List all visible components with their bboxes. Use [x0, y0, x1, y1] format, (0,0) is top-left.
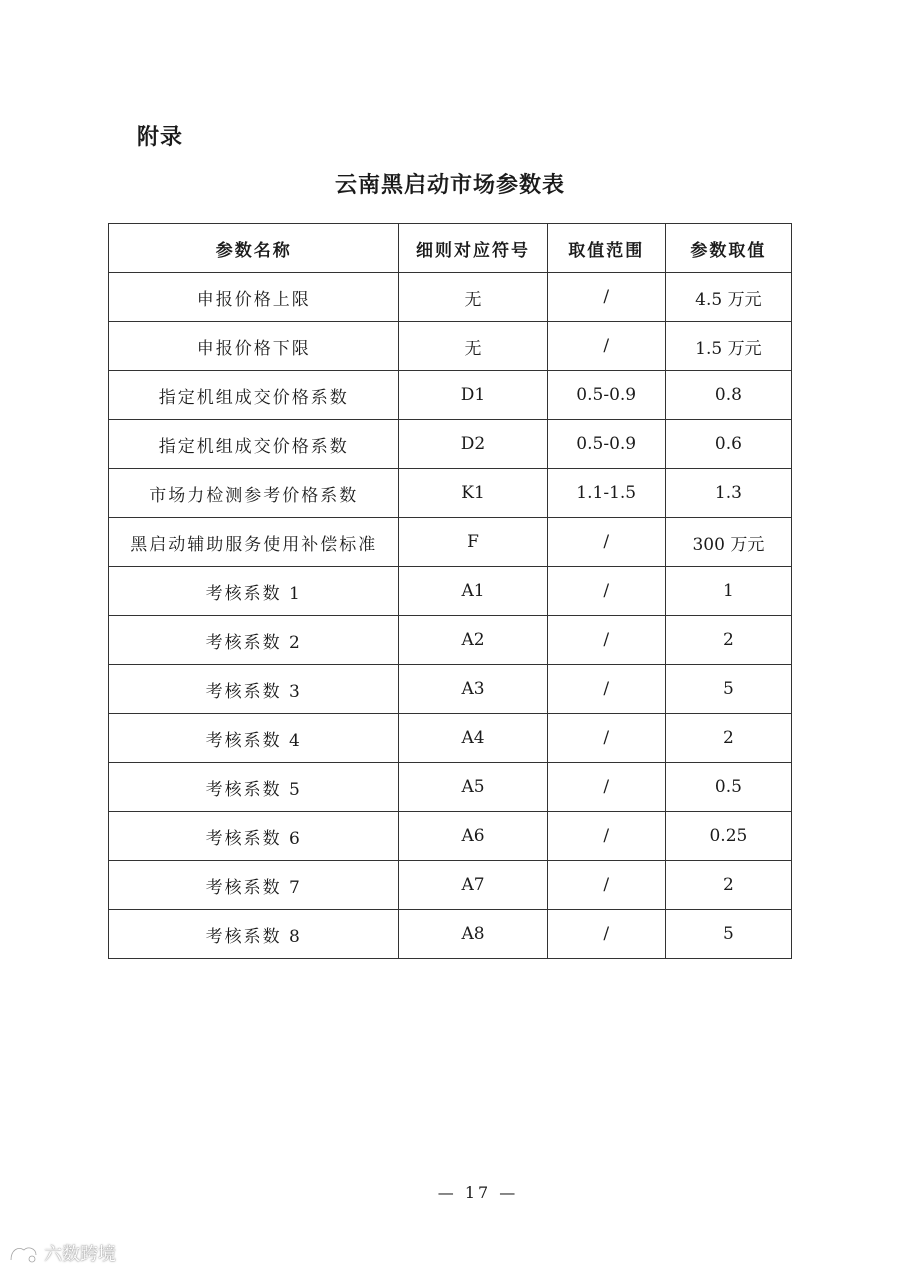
range-cell: /	[547, 861, 665, 910]
range-cell: /	[547, 714, 665, 763]
symbol-cell: A4	[399, 714, 547, 763]
symbol-cell: A1	[399, 567, 547, 616]
param-name-cell: 考核系数 7	[109, 861, 399, 910]
symbol-cell: A2	[399, 616, 547, 665]
symbol-cell: A5	[399, 763, 547, 812]
symbol-cell: 无	[399, 273, 547, 322]
value-cell: 1.5 万元	[665, 322, 791, 371]
range-cell: 0.5-0.9	[547, 371, 665, 420]
range-cell: /	[547, 910, 665, 959]
table-row	[109, 420, 792, 469]
param-name-cell: 考核系数 6	[109, 812, 399, 861]
range-cell: /	[547, 518, 665, 567]
table-row	[109, 665, 792, 714]
table-row	[109, 812, 792, 861]
range-cell: /	[547, 616, 665, 665]
symbol-cell: D2	[399, 420, 547, 469]
range-cell: /	[547, 322, 665, 371]
param-name-cell: 考核系数 8	[109, 910, 399, 959]
param-name-cell: 申报价格上限	[109, 273, 399, 322]
value-cell: 2	[665, 861, 791, 910]
symbol-cell: A7	[399, 861, 547, 910]
value-cell: 4.5 万元	[665, 273, 791, 322]
table-header-row	[109, 224, 792, 273]
value-cell: 300 万元	[665, 518, 791, 567]
symbol-cell: A3	[399, 665, 547, 714]
range-cell: /	[547, 763, 665, 812]
value-cell: 5	[665, 910, 791, 959]
value-cell: 2	[665, 714, 791, 763]
table-row	[109, 322, 792, 371]
param-name-cell: 考核系数 4	[109, 714, 399, 763]
value-cell: 1	[665, 567, 791, 616]
table-row	[109, 273, 792, 322]
page-number: — 17 —	[437, 1183, 519, 1202]
value-cell: 0.5	[665, 763, 791, 812]
symbol-cell: A6	[399, 812, 547, 861]
value-cell: 0.6	[665, 420, 791, 469]
param-name-cell: 考核系数 1	[109, 567, 399, 616]
header-param-value: 参数取值	[665, 224, 791, 273]
table-row	[109, 518, 792, 567]
value-cell: 2	[665, 616, 791, 665]
table-body	[109, 273, 792, 959]
range-cell: 1.1-1.5	[547, 469, 665, 518]
table-row	[109, 469, 792, 518]
watermark-text: 六数跨境	[44, 1244, 116, 1265]
param-name-cell: 指定机组成交价格系数	[109, 371, 399, 420]
watermark	[8, 1240, 116, 1266]
symbol-cell: A8	[399, 910, 547, 959]
param-name-cell: 市场力检测参考价格系数	[109, 469, 399, 518]
param-name-cell: 考核系数 3	[109, 665, 399, 714]
table-row	[109, 567, 792, 616]
symbol-cell: F	[399, 518, 547, 567]
appendix-heading: 附录	[137, 125, 184, 150]
table-row	[109, 714, 792, 763]
param-name-cell: 指定机组成交价格系数	[109, 420, 399, 469]
table-row	[109, 616, 792, 665]
range-cell: /	[547, 273, 665, 322]
param-name-cell: 黑启动辅助服务使用补偿标准	[109, 518, 399, 567]
header-value-range: 取值范围	[547, 224, 665, 273]
watermark-logo-icon	[8, 1242, 40, 1264]
symbol-cell: 无	[399, 322, 547, 371]
symbol-cell: D1	[399, 371, 547, 420]
param-name-cell: 考核系数 2	[109, 616, 399, 665]
value-cell: 5	[665, 665, 791, 714]
parameter-table	[108, 223, 792, 959]
value-cell: 0.25	[665, 812, 791, 861]
symbol-cell: K1	[399, 469, 547, 518]
table-row	[109, 910, 792, 959]
table-row	[109, 371, 792, 420]
range-cell: /	[547, 812, 665, 861]
table-row	[109, 763, 792, 812]
header-rule-symbol: 细则对应符号	[399, 224, 547, 273]
table-row	[109, 861, 792, 910]
param-name-cell: 申报价格下限	[109, 322, 399, 371]
value-cell: 1.3	[665, 469, 791, 518]
table-title: 云南黑启动市场参数表	[334, 173, 565, 198]
range-cell: 0.5-0.9	[547, 420, 665, 469]
range-cell: /	[547, 665, 665, 714]
param-name-cell: 考核系数 5	[109, 763, 399, 812]
value-cell: 0.8	[665, 371, 791, 420]
range-cell: /	[547, 567, 665, 616]
header-param-name: 参数名称	[109, 224, 399, 273]
